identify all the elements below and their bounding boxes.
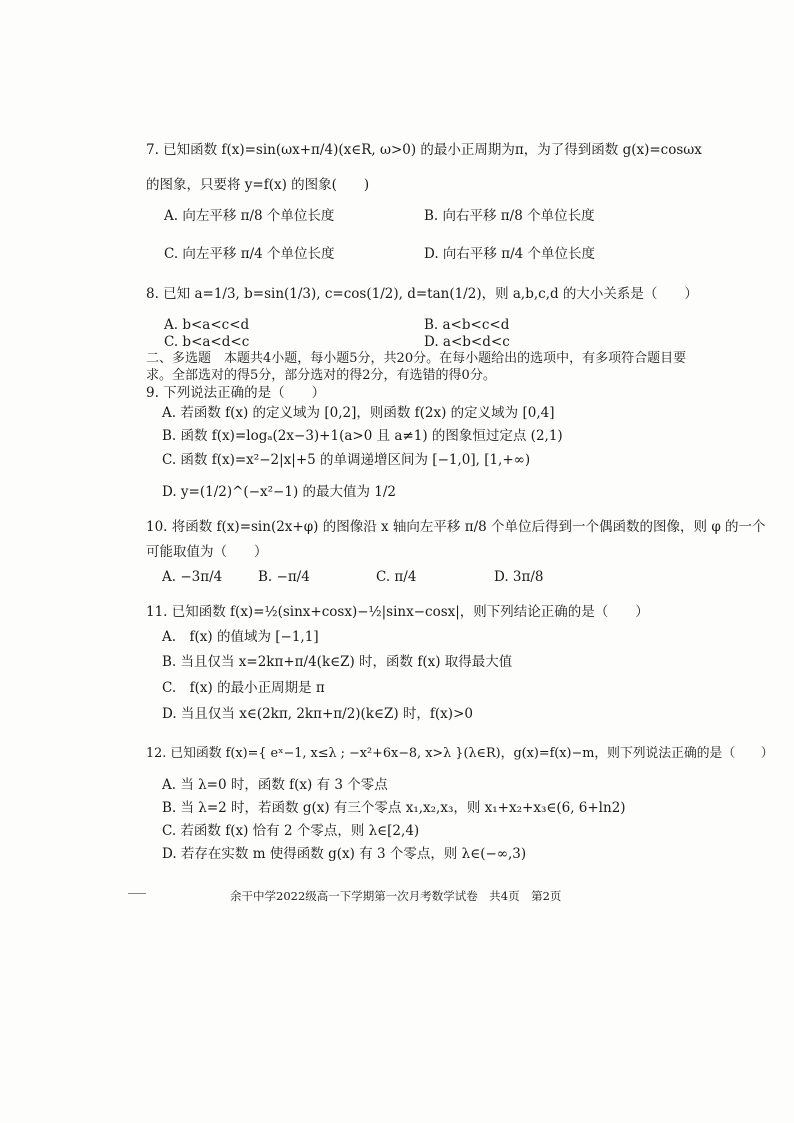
q7-option-a: A. 向左平移 π/8 个单位长度: [164, 208, 335, 224]
q7-option-b: B. 向右平移 π/8 个单位长度: [424, 208, 595, 224]
q8-option-d: D. a<b<d<c: [424, 334, 510, 350]
q12-stem: 12. 已知函数 f(x)={ eˣ−1, x≤λ ; −x²+6x−8, x>λ }(λ∈R)，g(x)=f(x)−m，则下列说法正确的是（ ）: [146, 746, 774, 761]
q8-stem: 8. 已知 a=1/3, b=sin(1/3), c=cos(1/2), d=tan(1/2)，则 a,b,c,d 的大小关系是（ ）: [146, 286, 698, 302]
q7-stem-cont: 的图象，只要将 y=f(x) 的图象( ): [146, 177, 370, 193]
q10-option-c: C. π/4: [376, 569, 417, 585]
q9-option-b: B. 函数 f(x)=logₐ(2x−3)+1(a>0 且 a≠1) 的图象恒过定点 (2,1): [162, 428, 563, 444]
q8-option-b: B. a<b<c<d: [424, 317, 510, 333]
q8-option-c: C. b<a<d<c: [164, 334, 250, 350]
section2-heading: 二、多选题 本题共4小题，每小题5分，共20分。在每小题给出的选项中，有多项符合题目要: [146, 351, 687, 366]
section2-heading-cont: 求。全部选对的得5分，部分选对的得2分，有选错的得0分。: [146, 368, 496, 383]
q11-option-b: B. 当且仅当 x=2kπ+π/4(k∈Z) 时，函数 f(x) 取得最大值: [162, 654, 513, 670]
footer-divider: [128, 893, 146, 894]
q8-option-a: A. b<a<c<d: [164, 317, 250, 333]
q10-stem-cont: 可能取值为（ ）: [146, 544, 268, 560]
q10-stem: 10. 将函数 f(x)=sin(2x+φ) 的图像沿 x 轴向左平移 π/8 个单位后得到一个偶函数的图像，则 φ 的一个: [146, 519, 766, 535]
q11-option-a: A. f(x) 的值域为 [−1,1]: [162, 629, 319, 645]
q12-option-d: D. 若存在实数 m 使得函数 g(x) 有 3 个零点，则 λ∈(−∞,3): [162, 846, 527, 862]
q10-option-a: A. −3π/4: [162, 569, 223, 585]
q10-option-d: D. 3π/8: [494, 569, 544, 585]
q7-option-d: D. 向右平移 π/4 个单位长度: [424, 246, 596, 262]
q11-option-d: D. 当且仅当 x∈(2kπ, 2kπ+π/2)(k∈Z) 时，f(x)>0: [162, 706, 473, 722]
q12-option-b: B. 当 λ=2 时，若函数 g(x) 有三个零点 x₁,x₂,x₃，则 x₁+x₂+x₃∈(6, 6+ln2): [162, 800, 626, 816]
q9-option-c: C. 函数 f(x)=x²−2|x|+5 的单调递增区间为 [−1,0], [1,+∞): [162, 452, 531, 468]
q9-option-a: A. 若函数 f(x) 的定义域为 [0,2]，则函数 f(2x) 的定义域为 [0,4]: [162, 405, 555, 421]
page-footer: 余干中学2022级高一下学期第一次月考数学试卷 共4页 第2页: [230, 889, 562, 903]
q7-stem: 7. 已知函数 f(x)=sin(ωx+π/4)(x∈R, ω>0) 的最小正周期为π，为了得到函数 g(x)=cosωx: [146, 142, 702, 158]
q9-stem: 9. 下列说法正确的是（ ）: [146, 385, 326, 401]
q9-option-d: D. y=(1/2)^(−x²−1) 的最大值为 1/2: [162, 484, 397, 500]
q11-option-c: C. f(x) 的最小正周期是 π: [162, 680, 325, 696]
q11-stem: 11. 已知函数 f(x)=½(sinx+cosx)−½|sinx−cosx|，则下列结论正确的是（ ）: [146, 604, 649, 620]
q10-option-b: B. −π/4: [258, 569, 310, 585]
q7-option-c: C. 向左平移 π/4 个单位长度: [164, 246, 335, 262]
q12-option-a: A. 当 λ=0 时，函数 f(x) 有 3 个零点: [162, 777, 388, 793]
q12-option-c: C. 若函数 f(x) 恰有 2 个零点，则 λ∈[2,4): [162, 823, 420, 839]
